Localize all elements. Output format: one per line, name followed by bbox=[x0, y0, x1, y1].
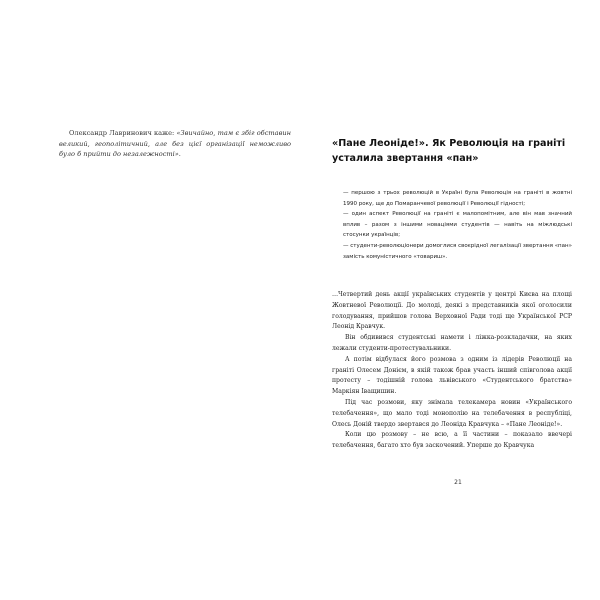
quote-author: Олександр Лавринович каже: bbox=[69, 129, 177, 137]
summary-item: — першою з трьох революцій в Україні була Революція на граніті в жовтні 1990 року, ще до Помаранчевої революції і Революції гідності; bbox=[343, 190, 572, 207]
body-paragraph: Коли цю розмову – не всю, а її частини – показало ввечері телебачення, багато хто був заскочений. Уперше до Кравчука bbox=[332, 431, 572, 450]
body-paragraph: Він обдивився студентські намети і ліжка-розкладачки, на яких лежали студенти-протестувальники. bbox=[332, 334, 572, 352]
summary-item: — студенти-революціонери домоглися своєрідної легалізації звертання «пан» замість комуністичного «товариш». bbox=[343, 243, 572, 260]
page-number: 21 bbox=[454, 479, 462, 486]
quote-paragraph bbox=[59, 128, 291, 160]
body-text bbox=[332, 290, 572, 452]
body-paragraph: …Четвертий день акції українських студентів у центрі Києва на площі Жовтневої Революції. До молоді, деякі з представників якої оголосили голодування, прийшов голова Верховної Ради тоді ще Української РСР Леонід Кравчук. bbox=[332, 291, 572, 331]
chapter-title-line-2: усталила звертання «пан» bbox=[332, 153, 479, 164]
right-page bbox=[300, 0, 600, 600]
body-paragraph: А потім відбулася його розмова з одним із лідерів Революції на граніті Олесем Донієм, в якій також брав участь інший співголова акції протесту – тодішній голова львівського «Студентського братства» Маркіян Іващишин. bbox=[332, 355, 572, 396]
quote-text: «Звичайно, там є збіг обставин великий, геополітичний, але без цієї організації неможливо було б прийти до незалежності». bbox=[59, 129, 291, 159]
chapter-title bbox=[332, 136, 572, 166]
summary-item: — один аспект Революції на граніті є малопомітним, але він мав значний вплив – разом з іншими новаціями студентів — навіть на міжлюдські стосунки українців; bbox=[343, 211, 572, 239]
summary-list bbox=[343, 188, 572, 262]
chapter-title-line-1: «Пане Леоніде!». Як Революція на граніті bbox=[332, 138, 566, 149]
body-paragraph: Під час розмови, яку знімала телекамера новин «Українського телебачення», що мало тоді монополію на телебачення в республіці, Олесь Доній твердо звертався до Леоніда Кравчука – «Пане Леоніде!». bbox=[332, 398, 572, 428]
